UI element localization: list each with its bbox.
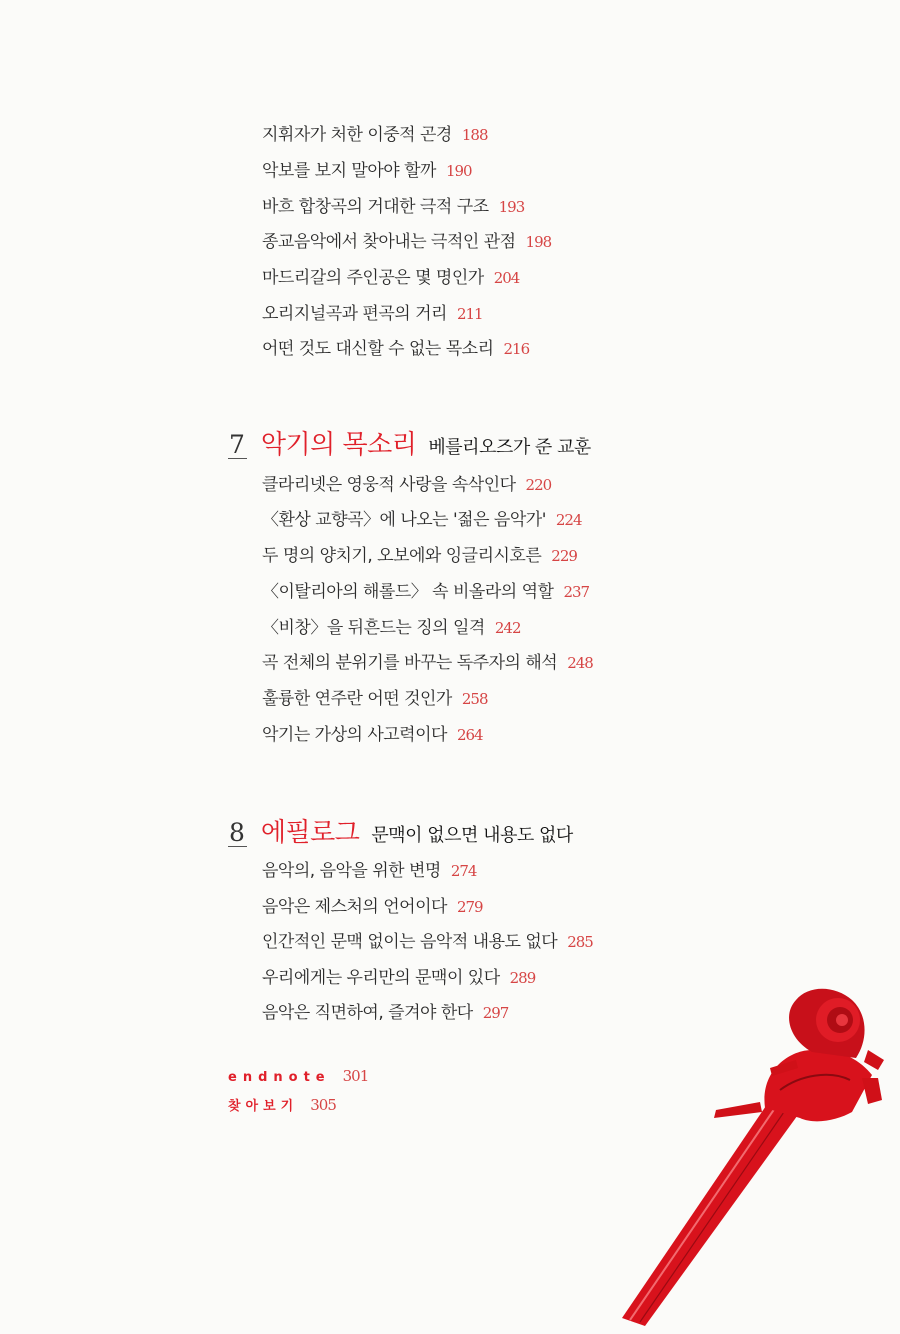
chapter-subtitle: 문맥이 없으면 내용도 없다 <box>371 825 573 846</box>
page-number: 237 <box>563 583 590 601</box>
cello-neck <box>622 1100 800 1326</box>
page-number: 204 <box>493 269 520 287</box>
page-number: 258 <box>461 690 488 708</box>
page-number: 264 <box>456 726 483 744</box>
page-number: 190 <box>445 162 472 180</box>
back-matter-label: 찾아보기 <box>228 1099 299 1114</box>
toc-entry[interactable]: 우리에게는 우리만의 문맥이 있다 289 <box>262 968 536 988</box>
toc-entry[interactable]: 인간적인 문맥 없이는 음악적 내용도 없다 285 <box>262 932 593 952</box>
toc-entry[interactable]: 오리지널곡과 편곡의 거리 211 <box>262 304 483 324</box>
page-number: 301 <box>342 1067 369 1085</box>
toc-entry[interactable]: 바흐 합창곡의 거대한 극적 구조 193 <box>262 197 525 217</box>
toc-entry[interactable]: 종교음악에서 찾아내는 극적인 관점 198 <box>262 232 552 252</box>
chapter-number: 7 <box>229 430 245 459</box>
toc-entry[interactable]: 〈환상 교향곡〉에 나오는 '젊은 음악가' 224 <box>262 510 582 530</box>
page-number: 193 <box>498 198 525 216</box>
toc-entry[interactable]: 음악의, 음악을 위한 변명 274 <box>262 861 477 881</box>
page-number: 188 <box>461 126 488 144</box>
back-matter-label: endnote <box>228 1070 331 1085</box>
cello-pegbox <box>764 1050 872 1122</box>
toc-entry[interactable]: 〈이탈리아의 해롤드〉 속 비올라의 역할 237 <box>262 582 590 602</box>
page-number: 274 <box>450 862 477 880</box>
page-number: 216 <box>503 340 530 358</box>
page-number: 211 <box>456 305 483 323</box>
toc-entry[interactable]: 두 명의 양치기, 오보에와 잉글리시호른 229 <box>262 546 577 566</box>
toc-entry[interactable]: 악기는 가상의 사고력이다 264 <box>262 725 483 745</box>
chapter-title: 악기의 목소리 <box>260 430 417 460</box>
page-number: 220 <box>525 476 552 494</box>
toc-entry[interactable]: 마드리갈의 주인공은 몇 명인가 204 <box>262 268 520 288</box>
toc-entry[interactable]: 어떤 것도 대신할 수 없는 목소리 216 <box>262 339 530 359</box>
page-number: 224 <box>555 511 582 529</box>
toc-entry[interactable]: 훌륭한 연주란 어떤 것인가 258 <box>262 689 488 709</box>
chapter-subtitle: 베를리오즈가 준 교훈 <box>428 437 591 458</box>
toc-entry[interactable]: 음악은 제스처의 언어이다 279 <box>262 897 483 917</box>
cello-scroll <box>789 989 865 1058</box>
page-number: 248 <box>567 654 593 672</box>
page-number: 297 <box>482 1004 509 1022</box>
page-number: 279 <box>456 898 483 916</box>
toc-entry[interactable]: 〈비창〉을 뒤흔드는 징의 일격 242 <box>262 618 521 638</box>
toc-entry[interactable]: 악보를 보지 말아야 할까 190 <box>262 161 472 181</box>
toc-entry[interactable]: 음악은 직면하여, 즐겨야 한다 297 <box>262 1003 509 1023</box>
page-number: 229 <box>551 547 577 565</box>
page-number: 242 <box>494 619 521 637</box>
chapter-title: 에필로그 <box>260 818 360 848</box>
toc-entry[interactable]: 클라리넷은 영웅적 사랑을 속삭인다 220 <box>262 475 552 495</box>
toc-entry[interactable]: 지휘자가 처한 이중적 곤경 188 <box>262 125 488 145</box>
page-number: 289 <box>509 969 536 987</box>
page-number: 198 <box>525 233 552 251</box>
chapter-number: 8 <box>229 818 245 847</box>
toc-entry[interactable]: 곡 전체의 분위기를 바꾸는 독주자의 해석 248 <box>262 653 593 673</box>
page-number: 285 <box>567 933 593 951</box>
page-number: 305 <box>310 1096 336 1114</box>
